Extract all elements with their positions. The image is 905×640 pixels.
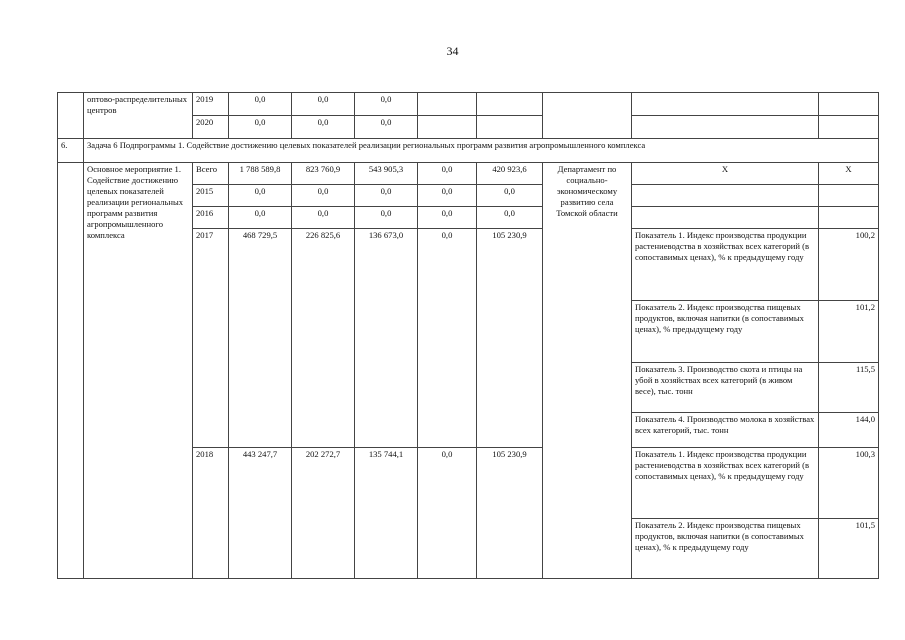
value-cell: 0,0	[418, 229, 477, 448]
value-cell: 443 247,7	[229, 448, 292, 579]
value-cell: 0,0	[292, 93, 355, 116]
indicator-value: 101,5	[819, 519, 879, 579]
value-cell: 0,0	[292, 185, 355, 207]
value-cell: 0,0	[355, 93, 418, 116]
indicator-value: 115,5	[819, 363, 879, 413]
indicator-text: Показатель 2. Индекс производства пищевых продуктов, включая напитки (в сопоставимых ценах), % предыдущему году	[632, 301, 819, 363]
value-cell	[418, 93, 477, 116]
measure-name-cell: Основное мероприятие 1. Содействие достижению целевых показателей реализации региональных программ развития агропромышленного комплекса	[84, 163, 193, 579]
page-number: 34	[446, 44, 459, 58]
indicator-value-cell	[819, 207, 879, 229]
year-cell: Всего	[193, 163, 229, 185]
value-cell: 0,0	[418, 448, 477, 579]
value-cell: 0,0	[229, 116, 292, 139]
task-row	[58, 139, 879, 163]
indicator-cell	[632, 185, 819, 207]
indicator-text: Показатель 2. Индекс производства пищевых продуктов, включая напитки (в сопоставимых ценах), % к предыдущему году	[632, 519, 819, 579]
value-cell: 105 230,9	[477, 448, 543, 579]
value-cell: 1 788 589,8	[229, 163, 292, 185]
value-cell: 0,0	[477, 207, 543, 229]
indicator-value: 100,3	[819, 448, 879, 519]
value-cell: 0,0	[355, 116, 418, 139]
value-cell: 543 905,3	[355, 163, 418, 185]
executor-cell	[543, 93, 632, 139]
table-row	[58, 93, 879, 116]
indicator-text: Показатель 3. Производство скота и птицы на убой в хозяйствах всех категорий (в живом весе), тыс. тонн	[632, 363, 819, 413]
year-cell: 2018	[193, 448, 229, 579]
indicator-text: Показатель 1. Индекс производства продукции растениеводства в хозяйствах всех категорий (в сопоставимых ценах), % к предыдущему году	[632, 229, 819, 301]
value-cell: 468 729,5	[229, 229, 292, 448]
indicator-value-cell	[819, 116, 879, 139]
value-cell: 0,0	[292, 116, 355, 139]
value-cell: 226 825,6	[292, 229, 355, 448]
value-cell: 202 272,7	[292, 448, 355, 579]
indicator-x-value-cell: X	[819, 163, 879, 185]
indicator-value-cell	[819, 185, 879, 207]
value-cell: 0,0	[229, 185, 292, 207]
task-number: 6.	[58, 139, 84, 163]
indicator-value: 144,0	[819, 413, 879, 448]
value-cell: 0,0	[229, 93, 292, 116]
value-cell: 0,0	[418, 163, 477, 185]
value-cell	[477, 93, 543, 116]
value-cell: 136 673,0	[355, 229, 418, 448]
value-cell: 0,0	[292, 207, 355, 229]
value-cell	[477, 116, 543, 139]
indicator-value-cell	[819, 93, 879, 116]
indicator-text: Показатель 1. Индекс производства продукции растениеводства в хозяйствах всех категорий (в сопоставимых ценах), % к предыдущему году	[632, 448, 819, 519]
indicator-cell	[632, 207, 819, 229]
value-cell: 105 230,9	[477, 229, 543, 448]
indicator-value: 100,2	[819, 229, 879, 301]
year-cell: 2020	[193, 116, 229, 139]
task-title: Задача 6 Подпрограммы 1. Содействие достижению целевых показателей реализации региональных программ развития агропромышленного комплекса	[84, 139, 879, 163]
value-cell: 0,0	[355, 185, 418, 207]
value-cell: 0,0	[229, 207, 292, 229]
program-table	[57, 92, 879, 579]
value-cell: 823 760,9	[292, 163, 355, 185]
row-number-cell	[58, 93, 84, 139]
year-cell: 2015	[193, 185, 229, 207]
measure-name-cell: оптово-распределительных центров	[84, 93, 193, 139]
year-cell: 2019	[193, 93, 229, 116]
value-cell: 0,0	[418, 185, 477, 207]
indicator-cell	[632, 116, 819, 139]
value-cell: 0,0	[477, 185, 543, 207]
indicator-x-cell: X	[632, 163, 819, 185]
year-cell: 2016	[193, 207, 229, 229]
row-number-cell	[58, 163, 84, 579]
value-cell: 0,0	[355, 207, 418, 229]
indicator-cell	[632, 93, 819, 116]
value-cell: 420 923,6	[477, 163, 543, 185]
executor-cell: Департамент по социально-экономическому развитию села Томской области	[543, 163, 632, 579]
table-row	[58, 163, 879, 185]
value-cell: 135 744,1	[355, 448, 418, 579]
indicator-value: 101,2	[819, 301, 879, 363]
value-cell	[418, 116, 477, 139]
value-cell: 0,0	[418, 207, 477, 229]
indicator-text: Показатель 4. Производство молока в хозяйствах всех категорий, тыс. тонн	[632, 413, 819, 448]
year-cell: 2017	[193, 229, 229, 448]
